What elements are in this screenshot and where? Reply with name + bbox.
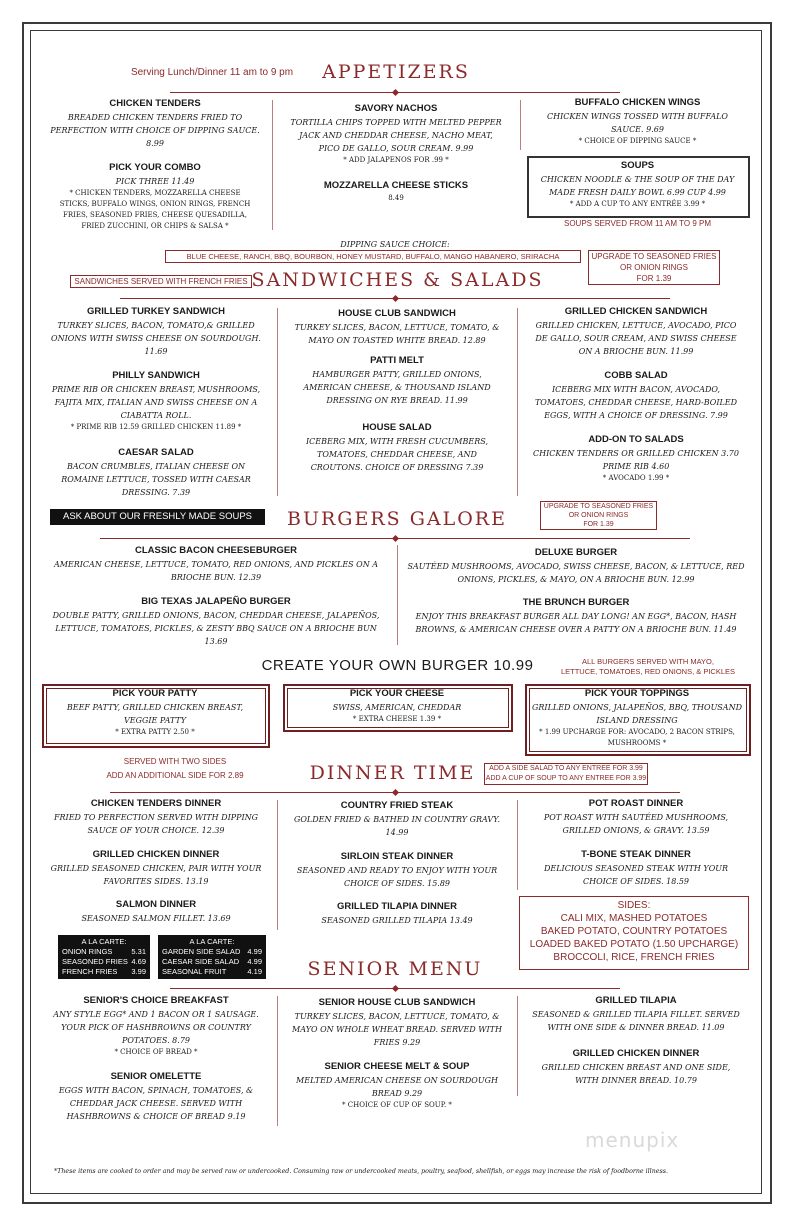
item-name: GRILLED TILAPIA xyxy=(595,995,677,1006)
item-name: SAVORY NACHOS xyxy=(354,103,438,114)
column-divider xyxy=(397,545,398,645)
menu-item-tbone xyxy=(522,849,750,888)
item-desc: GRILLED SEASONED CHICKEN, PAIR WITH YOUR FAVORITES SIDES. 13.19 xyxy=(50,864,262,886)
sandwich-served-note: SANDWICHES SERVED WITH FRENCH FRIES xyxy=(70,275,252,288)
item-desc: CHICKEN WINGS TOSSED WITH BUFFALO SAUCE. 9.69 xyxy=(547,112,728,134)
a-la-carte-box-1 xyxy=(58,935,150,979)
upgrade-box-1: UPGRADE TO SEASONED FRIES OR ONION RINGS FOR 1.39 xyxy=(588,250,720,285)
sides-box xyxy=(519,896,749,970)
item-note: * ADD JALAPENOS FOR .99 * xyxy=(343,156,449,164)
dinner-title: DINNER TIME xyxy=(309,762,476,784)
item-desc: SEASONED SALMON FILLET. 13.69 xyxy=(81,914,231,923)
item-desc: PRIME RIB OR CHICKEN BREAST, MUSHROOMS, FAJITA MIX, ITALIAN AND SWISS CHEESE ON A CIABATTA ROLL. xyxy=(51,385,261,420)
menu-item-pot-roast xyxy=(522,798,750,837)
menu-item-tenders-dinner xyxy=(40,798,272,837)
a-la-carte-row: ONION RINGS 5.31 xyxy=(62,947,146,956)
menu-item-pick-combo xyxy=(40,162,270,232)
item-name: PICK YOUR CHEESE xyxy=(349,688,445,699)
item-name: SENIOR CHEESE MELT & SOUP xyxy=(324,1061,470,1072)
menu-item-mozzarella xyxy=(280,180,512,204)
a-la-carte-title: A LA CARTE: xyxy=(189,937,235,946)
menu-item-grilled-chicken-sandwich xyxy=(522,306,750,358)
menu-item-classic-burger xyxy=(40,545,392,584)
sides-line: BAKED POTATO, COUNTRY POTATOES xyxy=(540,926,728,937)
item-name: MOZZARELLA CHEESE STICKS xyxy=(323,180,469,191)
menu-item-texas-burger xyxy=(40,596,392,648)
item-desc: ANY STYLE EGG* AND 1 BACON OR 1 SAUSAGE. YOUR PICK OF HASHBROWNS OR COUNTRY POTATOES. 8.79 xyxy=(53,1010,259,1045)
item-desc: ICEBERG MIX, WITH FRESH CUCUMBERS, TOMATOES, CHEDDAR CHEESE, AND CROUTONS. CHOICE OF DRESSING 7.39 xyxy=(306,437,488,472)
item-name: PATTI MELT xyxy=(370,355,424,366)
menu-item-chicken-tenders xyxy=(40,98,270,150)
item-desc: TURKEY SLICES, BACON, LETTUCE, TOMATO, & MAYO ON TOASTED WHITE BREAD. 12.89 xyxy=(294,323,500,345)
pick-patty xyxy=(44,688,266,738)
item-price: 8.49 xyxy=(388,194,404,202)
upgrade-box-2: UPGRADE TO SEASONED FRIES OR ONION RINGS FOR 1.39 xyxy=(540,501,657,530)
item-name: BIG TEXAS JALAPEÑO BURGER xyxy=(141,596,291,607)
item-desc: SEASONED GRILLED TILAPIA 13.49 xyxy=(321,916,473,925)
menu-item-house-salad xyxy=(282,422,512,474)
column-divider xyxy=(272,100,273,230)
item-desc: POT ROAST WITH SAUTÉED MUSHROOMS, GRILLED ONIONS, & GRAVY. 13.59 xyxy=(543,813,729,835)
item-note: * EXTRA CHEESE 1.39 * xyxy=(352,715,442,723)
column-divider xyxy=(277,800,278,930)
menu-item-sirloin xyxy=(282,851,512,890)
item-desc: BACON CRUMBLES, ITALIAN CHEESE ON ROMAINE LETTUCE, TOSSED WITH CAESAR DRESSING. 7.39 xyxy=(61,462,251,497)
item-name: SIRLOIN STEAK DINNER xyxy=(340,851,454,862)
item-name: T-BONE STEAK DINNER xyxy=(581,849,691,860)
item-name: GRILLED CHICKEN SANDWICH xyxy=(564,306,708,317)
senior-title: SENIOR MENU xyxy=(307,958,483,980)
menu-item-senior-club xyxy=(282,997,512,1049)
item-name: PICK YOUR TOPPINGS xyxy=(584,688,690,699)
item-name: HOUSE SALAD xyxy=(362,422,432,433)
pick-cheese xyxy=(285,688,509,725)
a-la-carte-row: SEASONAL FRUIT 4.19 xyxy=(162,967,262,976)
item-desc: CHICKEN TENDERS OR GRILLED CHICKEN 3.70 PRIME RIB 4.60 xyxy=(533,449,739,471)
menu-item-tilapia-dinner xyxy=(282,901,512,927)
item-note: * CHOICE OF DIPPING SAUCE * xyxy=(578,137,697,145)
item-name: COBB SALAD xyxy=(604,370,668,381)
column-divider xyxy=(277,308,278,496)
item-name: ADD-ON TO SALADS xyxy=(588,434,684,445)
menu-item-grilled-chicken-dinner xyxy=(40,849,272,888)
create-burger-note: ALL BURGERS SERVED WITH MAYO, LETTUCE, TOMATOES, RED ONIONS, & PICKLES xyxy=(560,657,736,676)
item-name: SENIOR HOUSE CLUB SANDWICH xyxy=(318,997,476,1008)
item-name: GRILLED TILAPIA DINNER xyxy=(337,901,457,912)
item-desc: DELICIOUS SEASONED STEAK WITH YOUR CHOICE OF SIDES. 18.59 xyxy=(543,864,729,886)
item-name: CAESAR SALAD xyxy=(118,447,194,458)
menu-item-philly xyxy=(40,370,272,433)
menu-item-patti-melt xyxy=(282,355,512,407)
column-divider xyxy=(517,996,518,1096)
item-desc: DOUBLE PATTY, GRILLED ONIONS, BACON, CHEDDAR CHEESE, JALAPEÑOS, LETTUCE, TOMATOES, PICKLES, & ZESTY BBQ SAUCE ON A BRIOCHE BUN 13.69 xyxy=(52,611,380,646)
item-note: * AVOCADO 1.99 * xyxy=(602,474,670,482)
menu-item-add-on-salads xyxy=(522,434,750,484)
appetizers-title: APPETIZERS xyxy=(322,61,470,83)
item-name: THE BRUNCH BURGER xyxy=(522,597,630,608)
column-divider xyxy=(277,996,278,1126)
item-desc: ICEBERG MIX WITH BACON, AVOCADO, TOMATOES, CHEDDAR CHEESE, HARD-BOILED EGGS, WITH A CHOICE OF DRESSING. 7.99 xyxy=(534,385,738,420)
column-divider xyxy=(517,308,518,496)
item-name: BUFFALO CHICKEN WINGS xyxy=(574,97,701,108)
add-side-note: ADD AN ADDITIONAL SIDE FOR 2.89 xyxy=(106,771,244,780)
item-desc: MELTED AMERICAN CHEESE ON SOURDOUGH BREAD 9.29 xyxy=(296,1076,498,1098)
item-desc: TORTILLA CHIPS TOPPED WITH MELTED PEPPER JACK AND CHEDDAR CHEESE, NACHO MEAT, PICO DE GALLO, SOUR CREAM. 9.99 xyxy=(290,118,502,153)
item-desc: SWISS, AMERICAN, CHEDDAR xyxy=(332,703,462,712)
a-la-carte-row: CAESAR SIDE SALAD 4.99 xyxy=(162,957,262,966)
item-desc: GOLDEN FRIED & BATHED IN COUNTRY GRAVY. 14.99 xyxy=(293,815,500,837)
a-la-carte-row: SEASONED FRIES 4.69 xyxy=(62,957,146,966)
menu-item-senior-omelette xyxy=(40,1071,272,1123)
menu-item-nachos xyxy=(280,103,512,166)
watermark: menupix xyxy=(585,1128,680,1152)
item-name: CHICKEN TENDERS DINNER xyxy=(90,798,222,809)
item-name: GRILLED TURKEY SANDWICH xyxy=(86,306,226,317)
item-desc: BEEF PATTY, GRILLED CHICKEN BREAST, VEGGIE PATTY xyxy=(66,703,244,725)
item-desc: TURKEY SLICES, BACON, TOMATO,& GRILLED ONIONS WITH SWISS CHEESE ON SOURDOUGH. 11.69 xyxy=(51,321,261,356)
item-desc: GRILLED ONIONS, JALAPEÑOS, BBQ, THOUSAND ISLAND DRESSING xyxy=(532,703,742,725)
burgers-title: BURGERS GALORE xyxy=(287,508,507,530)
item-name: GRILLED CHICKEN DINNER xyxy=(572,1048,700,1059)
add-salad-soup-box: ADD A SIDE SALAD TO ANY ENTREE FOR 3.99 ADD A CUP OF SOUP TO ANY ENTREE FOR 3.99 xyxy=(484,763,648,785)
item-desc: ENJOY THIS BREAKFAST BURGER ALL DAY LONG! AN EGG*, BACON, HASH BROWNS, & AMERICAN CHEESE OVER A PATTY ON A BRIOCHE BUN. 11.49 xyxy=(415,612,737,634)
item-note: * CHOICE OF BREAD * xyxy=(114,1048,198,1056)
item-name: COUNTRY FRIED STEAK xyxy=(340,800,454,811)
menu-item-house-club xyxy=(282,308,512,347)
menu-item-senior-melt xyxy=(282,1061,512,1111)
item-note: * CHICKEN TENDERS, MOZZARELLA CHEESE STICKS, BUFFALO WINGS, ONION RINGS, FRENCH FRIES, SEASONED FRIES, CHEESE QUESADILLA, FRIED ZUCCHINI, OR CHIPS & SALSA * xyxy=(59,189,251,230)
item-name: POT ROAST DINNER xyxy=(588,798,684,809)
item-name: PICK YOUR COMBO xyxy=(109,162,201,173)
item-desc: SAUTÉED MUSHROOMS, AVOCADO, SWISS CHEESE, BACON, & LETTUCE, RED ONIONS, PICKLES, & MAYO, ON A BRIOCHE BUN. 12.99 xyxy=(407,562,745,584)
item-desc: SEASONED & GRILLED TILAPIA FILLET. SERVED WITH ONE SIDE & DINNER BREAD. 11.09 xyxy=(532,1010,740,1032)
item-desc: TURKEY SLICES, BACON, LETTUCE, TOMATO, & MAYO ON WHOLE WHEAT BREAD. SERVED WITH FRIES 9.29 xyxy=(292,1012,502,1047)
menu-item-senior-tilapia xyxy=(522,995,750,1034)
served-two-sides: SERVED WITH TWO SIDES xyxy=(123,757,227,766)
menu-item-senior-chicken xyxy=(522,1048,750,1087)
menu-item-senior-breakfast xyxy=(40,995,272,1058)
item-note: * EXTRA PATTY 2.50 * xyxy=(115,728,195,736)
item-note: * ADD A CUP TO ANY ENTRÉE 3.99 * xyxy=(569,200,706,208)
item-desc: SEASONED AND READY TO ENJOY WITH YOUR CHOICE OF SIDES. 15.89 xyxy=(296,866,498,888)
item-note: * 1.99 UPCHARGE FOR: AVOCADO, 2 BACON STRIPS, MUSHROOMS * xyxy=(539,728,735,747)
item-name: HOUSE CLUB SANDWICH xyxy=(338,308,456,319)
item-name: CHICKEN TENDERS xyxy=(109,98,201,109)
item-desc: GRILLED CHICKEN, LETTUCE, AVOCADO, PICO DE GALLO, SOUR CREAM, AND SWISS CHEESE ON A BRIOCHE BUN. 11.99 xyxy=(535,321,737,356)
menu-item-caesar xyxy=(40,447,272,499)
menu-item-turkey-sandwich xyxy=(40,306,272,358)
item-note: * PRIME RIB 12.59 GRILLED CHICKEN 11.89 * xyxy=(70,423,242,431)
sides-line: CALI MIX, MASHED POTATOES xyxy=(560,913,708,924)
soups-banner: ASK ABOUT OUR FRESHLY MADE SOUPS xyxy=(50,509,265,525)
menu-item-buffalo-wings xyxy=(525,97,750,147)
item-desc: EGGS WITH BACON, SPINACH, TOMATOES, & CHEDDAR JACK CHEESE. SERVED WITH HASHBROWNS & CHOICE OF BREAD 9.19 xyxy=(58,1086,254,1121)
a-la-carte-title: A LA CARTE: xyxy=(81,937,127,946)
item-name: PICK YOUR PATTY xyxy=(112,688,198,699)
pick-toppings xyxy=(527,688,747,749)
item-desc: CHICKEN NOODLE & THE SOUP OF THE DAY MADE FRESH DAILY BOWL 6.99 CUP 4.99 xyxy=(540,175,735,197)
dipping-list: BLUE CHEESE, RANCH, BBQ, BOURBON, HONEY MUSTARD, BUFFALO, MANGO HABANERO, SRIRACHA xyxy=(165,250,581,263)
create-burger-title: CREATE YOUR OWN BURGER 10.99 xyxy=(261,657,534,674)
item-name: DELUXE BURGER xyxy=(534,547,618,558)
column-divider xyxy=(520,100,521,150)
item-name: SOUPS xyxy=(620,160,655,171)
sides-title: SIDES: xyxy=(617,900,651,911)
sides-line: BROCCOLI, RICE, FRENCH FRIES xyxy=(553,952,715,963)
item-name: CLASSIC BACON CHEESEBURGER xyxy=(134,545,298,556)
a-la-carte-row: FRENCH FRIES 3.99 xyxy=(62,967,146,976)
soups-hours: SOUPS SERVED FROM 11 AM TO 9 PM xyxy=(563,219,711,228)
item-desc: GRILLED CHICKEN BREAST AND ONE SIDE, WITH DINNER BREAD. 10.79 xyxy=(541,1063,731,1085)
item-desc: PICK THREE 11.49 xyxy=(115,177,195,186)
a-la-carte-row: GARDEN SIDE SALAD 4.99 xyxy=(162,947,262,956)
item-desc: HAMBURGER PATTY, GRILLED ONIONS, AMERICAN CHEESE, & THOUSAND ISLAND DRESSING ON RYE BREAD. 11.99 xyxy=(303,370,491,405)
menu-item-cobb-salad xyxy=(522,370,750,422)
item-desc: AMERICAN CHEESE, LETTUCE, TOMATO, RED ONIONS, AND PICKLES ON A BRIOCHE BUN. 12.39 xyxy=(53,560,379,582)
serving-hours: Serving Lunch/Dinner 11 am to 9 pm xyxy=(130,67,294,78)
disclaimer: *These items are cooked to order and may be served raw or undercooked. Consuming raw or undercooked meats, poultry, seafood, shellfish, or eggs may increase the risk of foodborne illness. xyxy=(54,1168,668,1175)
item-name: PHILLY SANDWICH xyxy=(112,370,200,381)
item-name: GRILLED CHICKEN DINNER xyxy=(92,849,220,860)
item-name: SENIOR'S CHOICE BREAKFAST xyxy=(83,995,229,1006)
sandwiches-title: SANDWICHES & SALADS xyxy=(251,269,544,291)
sides-line: LOADED BAKED POTATO (1.50 UPCHARGE) xyxy=(529,939,739,950)
item-name: SENIOR OMELETTE xyxy=(110,1071,202,1082)
menu-item-country-fried-steak xyxy=(282,800,512,839)
a-la-carte-box-2 xyxy=(158,935,266,979)
item-name: SALMON DINNER xyxy=(115,899,197,910)
menu-item-salmon-dinner xyxy=(40,899,272,925)
item-desc: FRIED TO PERFECTION SERVED WITH DIPPING SAUCE OF YOUR CHOICE. 12.39 xyxy=(53,813,259,835)
item-desc: BREADED CHICKEN TENDERS FRIED TO PERFECTION WITH CHOICE OF DIPPING SAUCE. 8.99 xyxy=(50,113,260,148)
menu-item-brunch-burger xyxy=(402,597,750,636)
dipping-label: DIPPING SAUCE CHOICE: xyxy=(340,240,450,249)
menu-item-deluxe-burger xyxy=(402,547,750,586)
item-note: * CHOICE OF CUP OF SOUP. * xyxy=(342,1101,452,1109)
menu-item-soups xyxy=(527,160,748,210)
column-divider xyxy=(517,800,518,890)
